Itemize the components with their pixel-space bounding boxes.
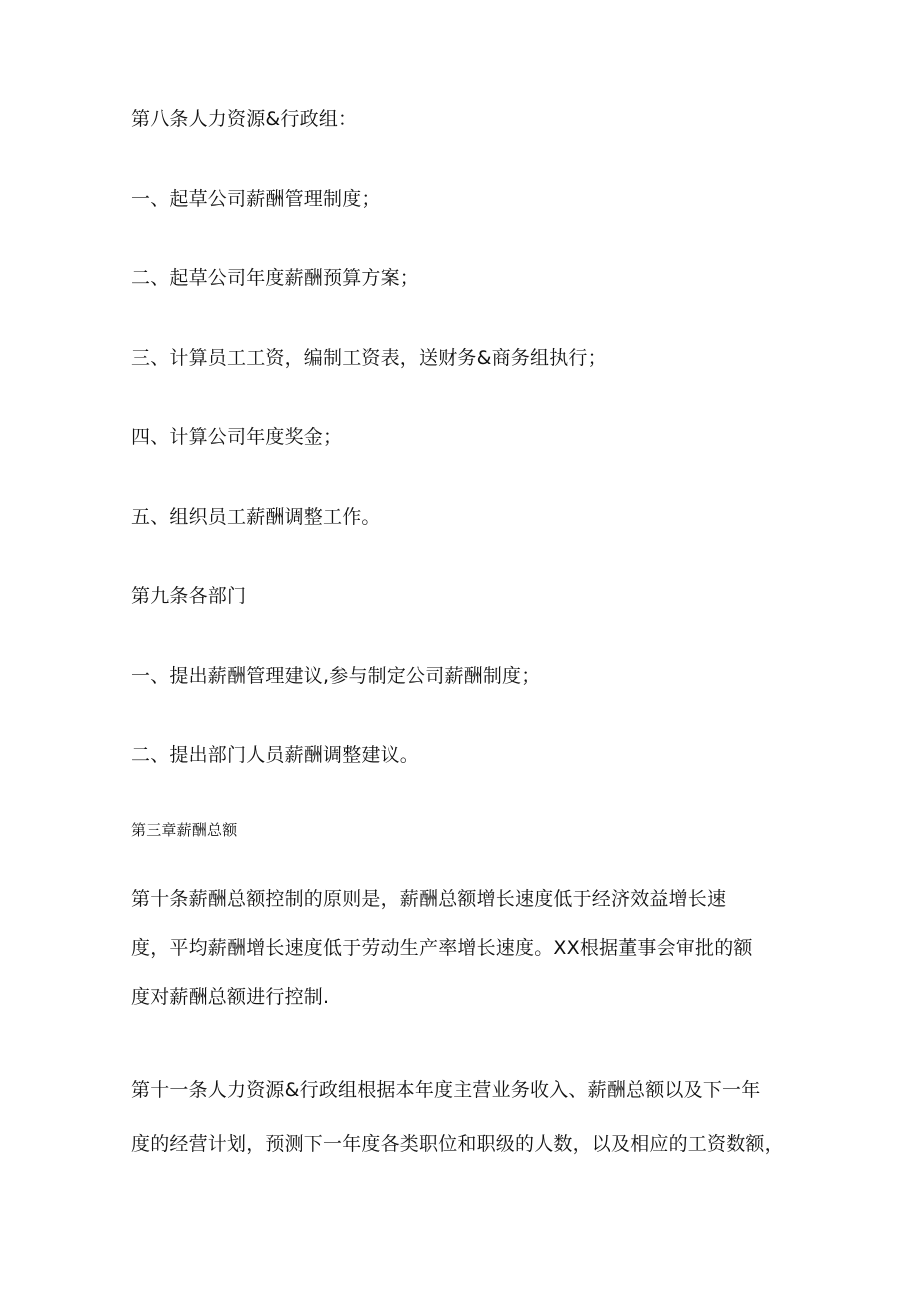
article-11-line-1: 第十一条人力资源&行政组根据本年度主营业务收入、薪酬总额以及下一年: [131, 1079, 761, 1101]
article-10-line-3: 度对薪酬总额进行控制.: [131, 986, 330, 1008]
article-10-line-2: 度，平均薪酬增长速度低于劳动生产率增长速度。XX根据董事会审批的额: [131, 937, 753, 959]
article-9-item-2: 二、提出部门人员薪酬调整建议。: [131, 744, 420, 766]
article-8-item-4: 四、计算公司年度奖金；: [131, 426, 343, 448]
article-10-line-1: 第十条薪酬总额控制的原则是，薪酬总额增长速度低于经济效益增长速: [131, 888, 727, 910]
article-11-line-2: 度的经营计划，预测下一年度各类职位和职级的人数，以及相应的工资数额，: [131, 1133, 784, 1155]
article-8-item-2: 二、起草公司年度薪酬预算方案；: [131, 267, 420, 289]
article-9-item-1: 一、提出薪酬管理建议,参与制定公司薪酬制度；: [131, 665, 541, 687]
article-8-item-5: 五、组织员工薪酬调整工作。: [131, 506, 381, 528]
article-8-item-1: 一、起草公司薪酬管理制度；: [131, 188, 381, 210]
chapter-3-heading: 第三章薪酬总额: [131, 821, 238, 839]
article-8-item-3: 三、计算员工工资，编制工资表，送财务&商务组执行；: [131, 347, 607, 369]
article-9-heading: 第九条各部门: [131, 585, 247, 607]
article-8-heading: 第八条人力资源&行政组：: [131, 108, 358, 130]
